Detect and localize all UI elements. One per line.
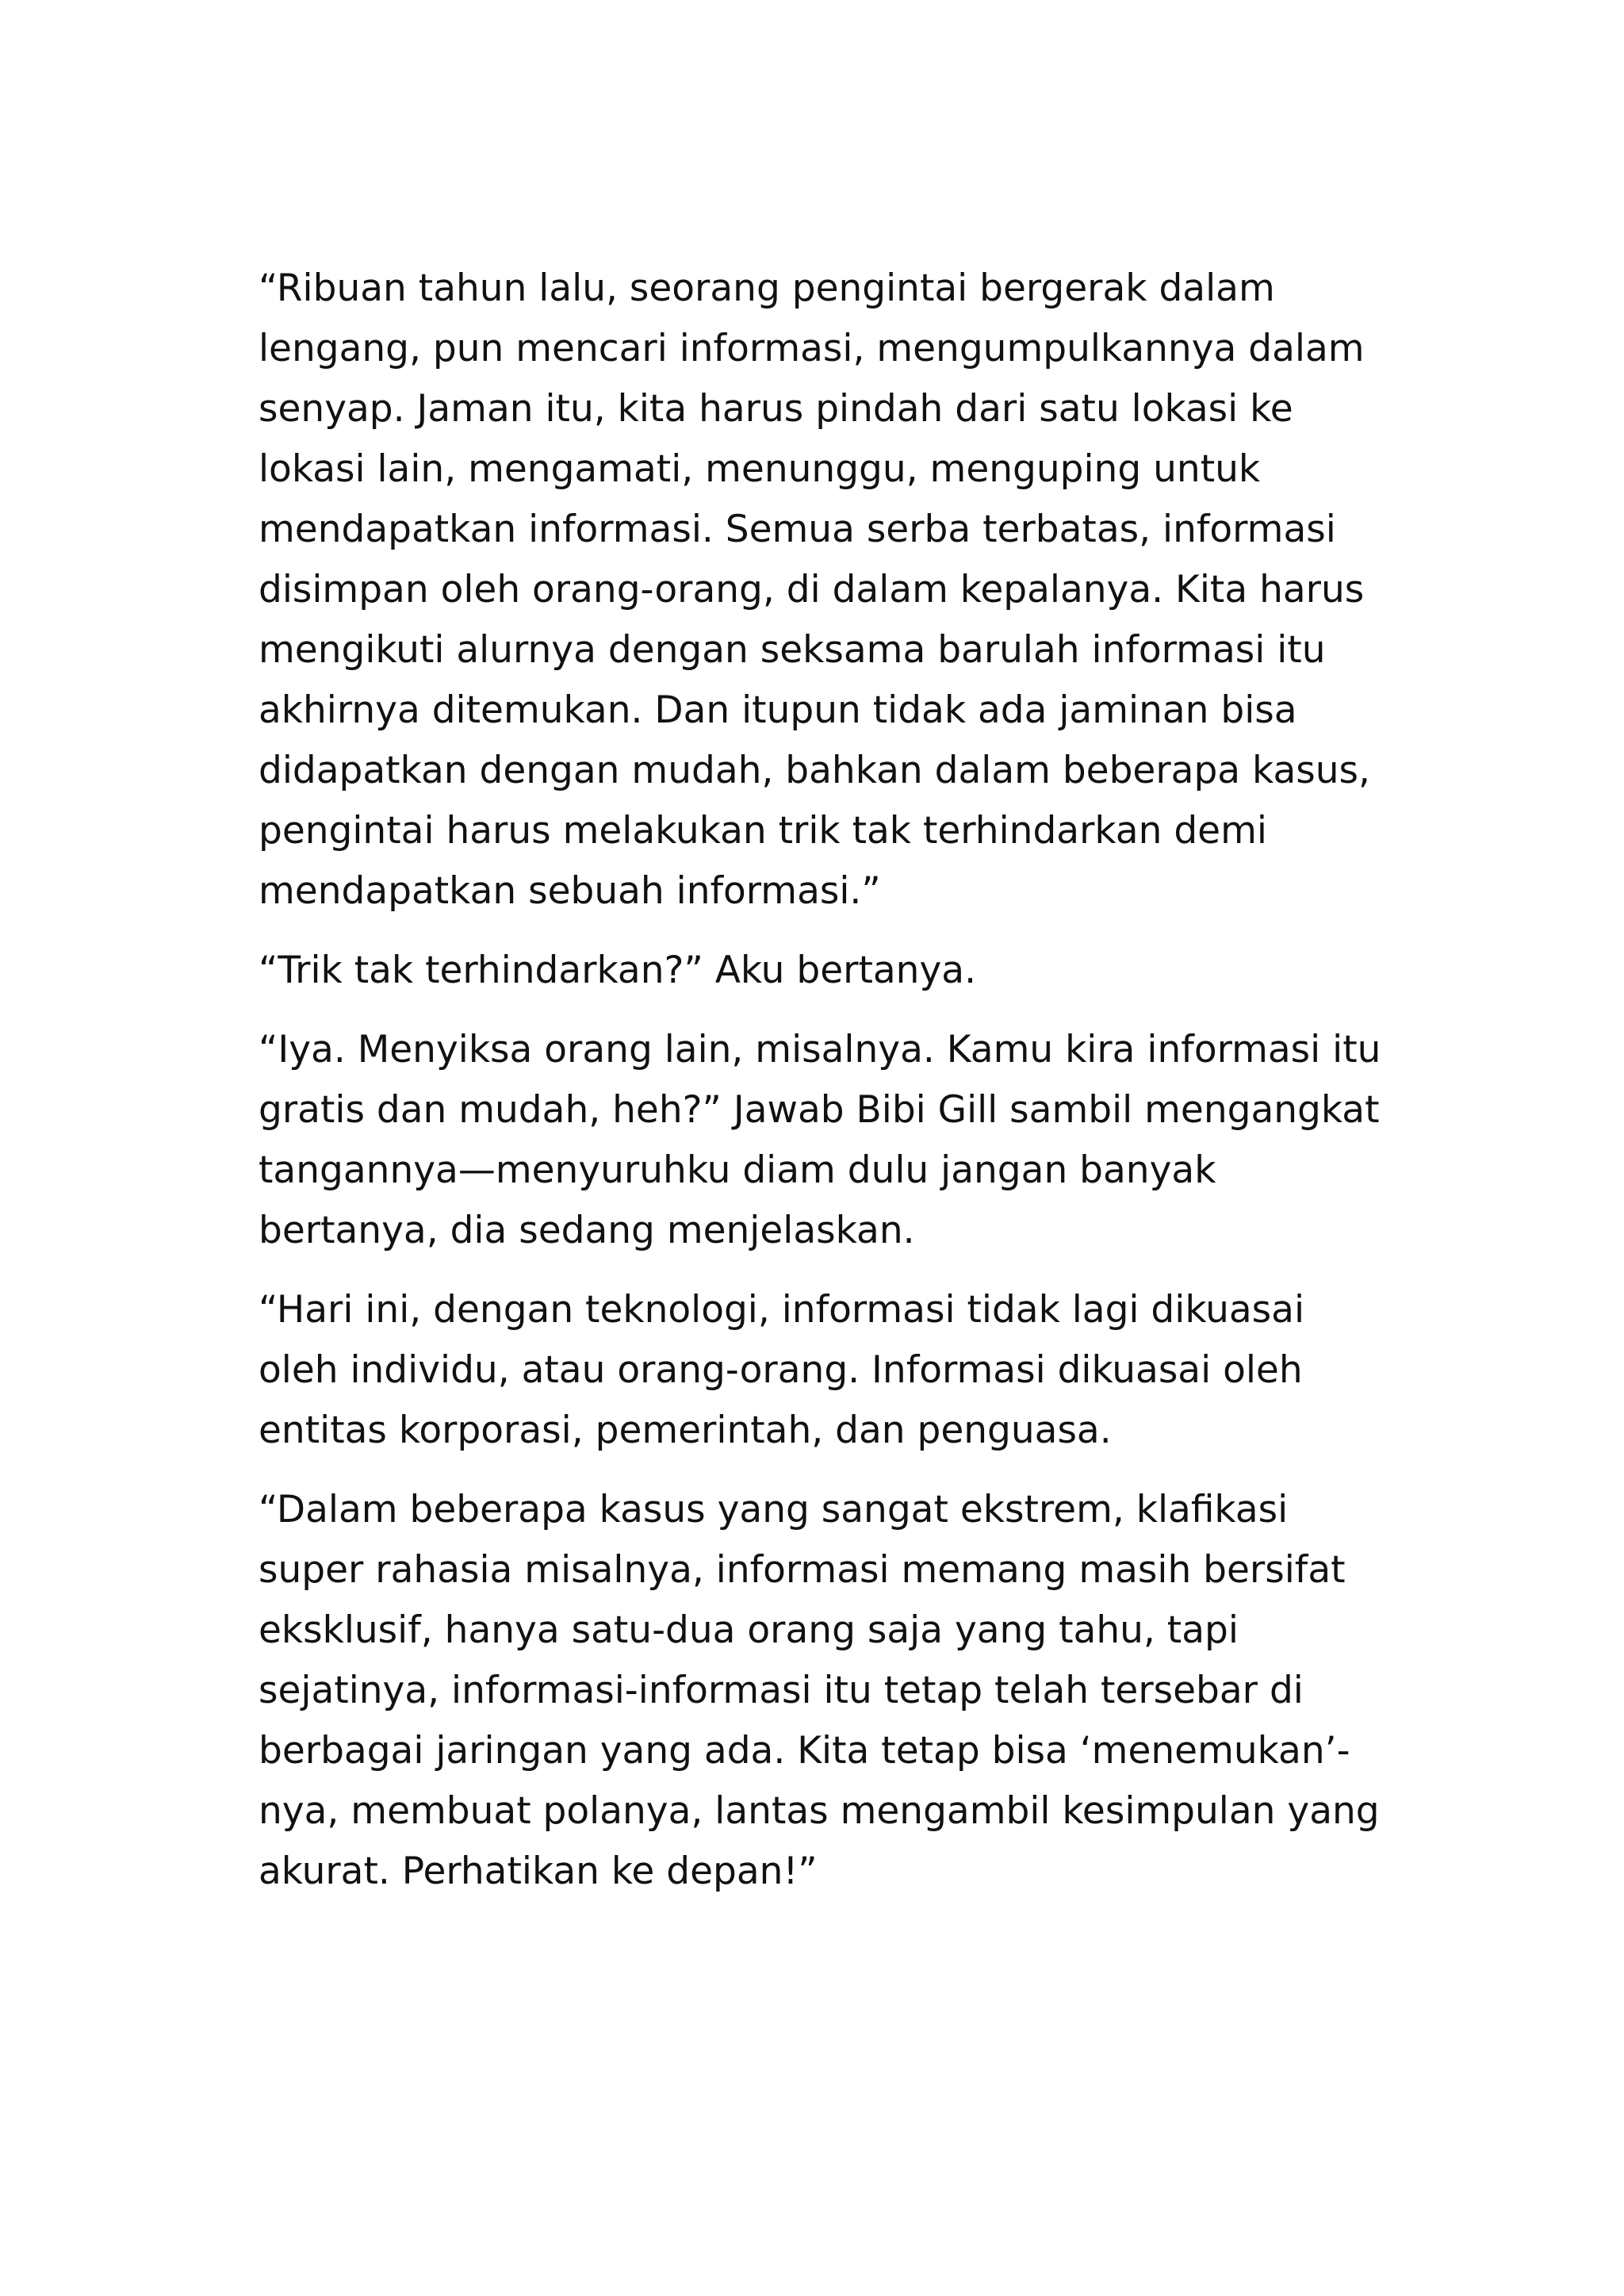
text-line: gratis dan mudah, heh?” Jawab Bibi Gill sambil mengangkat bbox=[259, 1088, 1380, 1132]
text-line: “Ribuan tahun lalu, seorang pengintai bergerak dalam bbox=[259, 266, 1275, 310]
paragraph bbox=[259, 941, 1416, 1001]
text-line: eksklusif, hanya satu-dua orang saja yang tahu, tapi bbox=[259, 1608, 1239, 1652]
text-line: didapatkan dengan mudah, bahkan dalam beberapa kasus, bbox=[259, 749, 1370, 792]
text-line: disimpan oleh orang-orang, di dalam kepalanya. Kita harus bbox=[259, 568, 1365, 611]
text-line: “Dalam beberapa kasus yang sangat ekstrem, klafikasi bbox=[259, 1488, 1289, 1531]
text-line: nya, membuat polanya, lantas mengambil kesimpulan yang bbox=[259, 1789, 1380, 1833]
paragraph bbox=[259, 1020, 1416, 1261]
text-line: tangannya—menyuruhku diam dulu jangan banyak bbox=[259, 1148, 1216, 1192]
body-text bbox=[259, 259, 1416, 1921]
text-line: mendapatkan informasi. Semua serba terbatas, informasi bbox=[259, 508, 1336, 551]
paragraph bbox=[259, 259, 1416, 922]
text-line: “Trik tak terhindarkan?” Aku bertanya. bbox=[259, 949, 977, 992]
paragraph bbox=[259, 1480, 1416, 1902]
paragraph bbox=[259, 1280, 1416, 1461]
text-line: mengikuti alurnya dengan seksama barulah informasi itu bbox=[259, 628, 1326, 672]
text-line: super rahasia misalnya, informasi memang masih bersifat bbox=[259, 1548, 1346, 1592]
text-line: sejatinya, informasi-informasi itu tetap telah tersebar di bbox=[259, 1669, 1304, 1712]
text-line: “Hari ini, dengan teknologi, informasi tidak lagi dikuasai bbox=[259, 1288, 1305, 1332]
text-line: berbagai jaringan yang ada. Kita tetap bisa ‘menemukan’- bbox=[259, 1729, 1350, 1773]
text-line: lokasi lain, mengamati, menunggu, menguping untuk bbox=[259, 447, 1261, 491]
text-line: lengang, pun mencari informasi, mengumpulkannya dalam bbox=[259, 327, 1365, 370]
text-line: akurat. Perhatikan ke depan!” bbox=[259, 1849, 818, 1893]
text-line: pengintai harus melakukan trik tak terhindarkan demi bbox=[259, 809, 1267, 853]
text-line: senyap. Jaman itu, kita harus pindah dari satu lokasi ke bbox=[259, 387, 1293, 431]
text-line: “Iya. Menyiksa orang lain, misalnya. Kamu kira informasi itu bbox=[259, 1028, 1381, 1071]
text-line: entitas korporasi, pemerintah, dan penguasa. bbox=[259, 1409, 1112, 1452]
text-line: oleh individu, atau orang-orang. Informasi dikuasai oleh bbox=[259, 1348, 1303, 1392]
text-line: akhirnya ditemukan. Dan itupun tidak ada jaminan bisa bbox=[259, 688, 1297, 732]
text-line: bertanya, dia sedang menjelaskan. bbox=[259, 1209, 915, 1252]
text-line: mendapatkan sebuah informasi.” bbox=[259, 869, 881, 913]
